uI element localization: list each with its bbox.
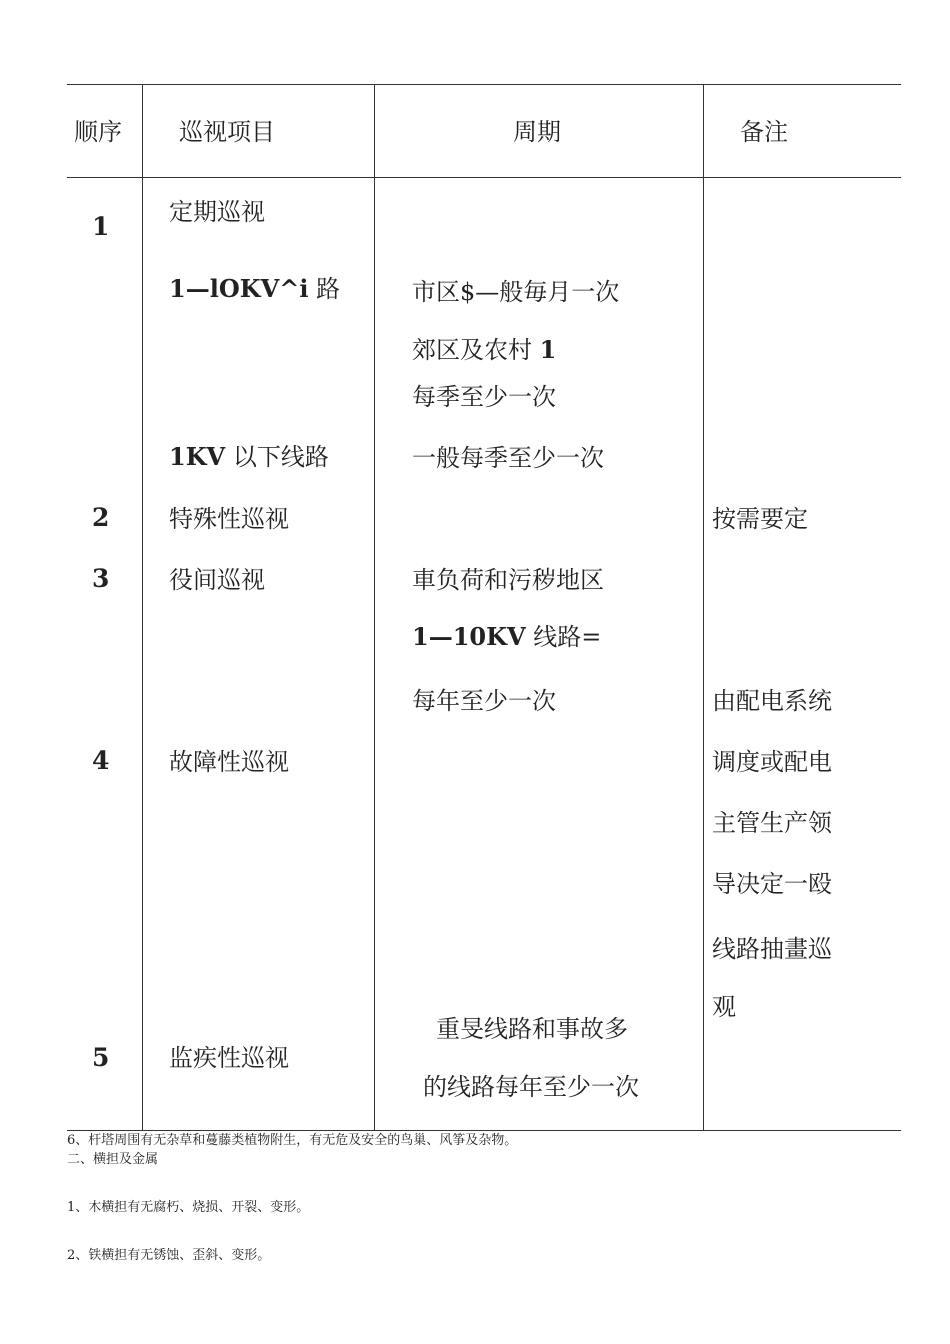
row4-remark-line6: 观: [712, 993, 736, 1021]
row3-item: 役间巡视: [169, 566, 265, 594]
table-bottom-border: [67, 1130, 901, 1131]
note-6: 6、杆塔周围有无杂草和蔓藤类植物附生，有无危及安全的鸟巢、风筝及杂物。: [67, 1133, 518, 1148]
header-order: 顺序: [74, 118, 122, 146]
table-column-divider-2: [374, 84, 375, 1130]
row3-cycle-line2-rest: 线路=: [533, 623, 602, 651]
row1-sub1-cycle-line1: 市区$—般毎月一次: [412, 278, 620, 306]
row5-item: 监疾性巡视: [169, 1044, 289, 1072]
row5-cycle-line1: 重旻线路和事故多: [436, 1015, 628, 1043]
row5-num: 5: [92, 1043, 110, 1072]
row5-cycle-line2: 的线路每年至少一次: [423, 1073, 639, 1101]
row1-sub1-item-rest: 路: [316, 275, 341, 303]
row3-cycle-line3: 每年至少一次: [412, 687, 556, 715]
row4-remark-line4: 导决定一殴: [712, 870, 832, 898]
row3-num: 3: [92, 564, 110, 593]
row2-remark: 按需要定: [712, 505, 808, 533]
header-remark: 备注: [740, 118, 788, 146]
row1-sub1-item-bold: 1—lOKV^i: [169, 274, 309, 303]
table-top-border: [67, 84, 901, 85]
row1-item: 定期巡视: [169, 198, 265, 226]
table-header-divider: [67, 177, 901, 178]
row4-remark-line2: 调度或配电: [712, 748, 832, 776]
row1-sub1-cycle-line3: 每季至少一次: [412, 383, 556, 411]
row3-cycle-line2-bold: 1—10KV: [412, 622, 526, 651]
row1-sub2-cycle: 一般每季至少一次: [412, 444, 604, 472]
row4-remark-line1: 由配电系统: [712, 687, 832, 715]
note-1: 1、木横担有无腐朽、烧损、开裂、变形。: [67, 1200, 310, 1215]
table-column-divider-1: [142, 84, 143, 1130]
row1-sub2-item: [169, 442, 329, 472]
header-cycle: 周期: [513, 118, 561, 146]
table-column-divider-3: [703, 84, 704, 1130]
row1-num: 1: [92, 212, 110, 241]
row1-sub1-cycle-line2-b: 1: [539, 335, 557, 364]
section-heading-2: 二、横担及金属: [67, 1152, 159, 1167]
row3-cycle-line1: 車负荷和污秽地区: [412, 566, 604, 594]
row3-cycle-line2: [412, 622, 601, 652]
row1-sub1-item: [169, 274, 340, 304]
row4-num: 4: [92, 746, 110, 775]
row1-sub2-item-rest: 以下线路: [232, 443, 329, 471]
row1-sub1-cycle-line2: [412, 335, 556, 365]
row4-item: 故障性巡视: [169, 748, 289, 776]
row4-remark-line5: 线路抽畫巡: [712, 935, 832, 963]
note-2: 2、铁横担有无锈蚀、歪斜、变形。: [67, 1248, 271, 1263]
row1-sub1-cycle-line2-a: 郊区及农村: [412, 336, 532, 364]
row4-remark-line3: 主管生产领: [712, 809, 832, 837]
header-item: 巡视项目: [179, 118, 275, 146]
row1-sub2-item-bold: 1KV: [169, 442, 226, 471]
row2-item: 特殊性巡视: [169, 505, 289, 533]
row2-num: 2: [92, 503, 110, 532]
